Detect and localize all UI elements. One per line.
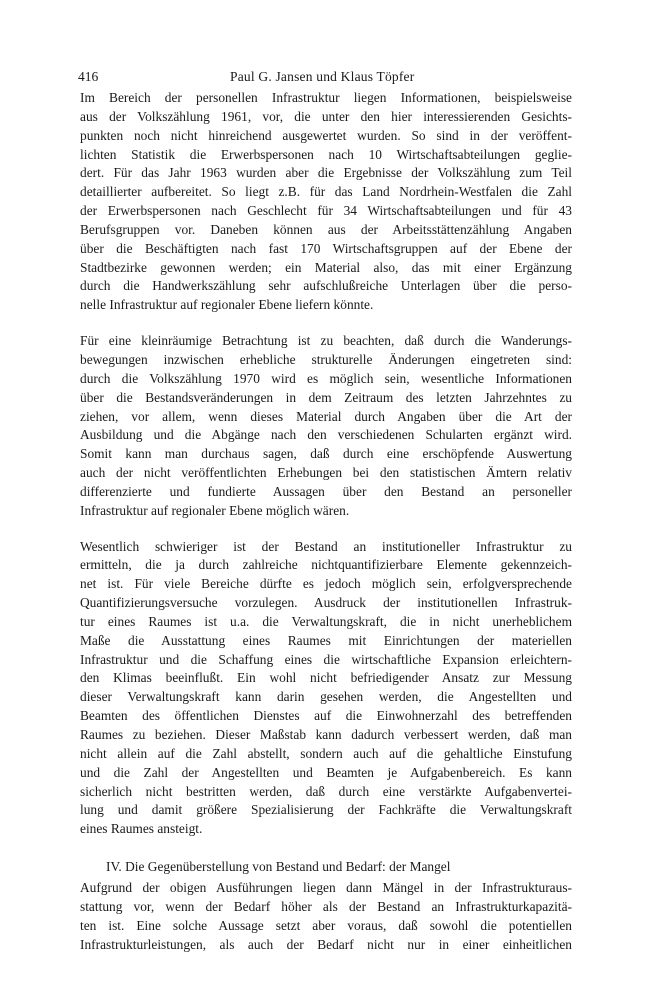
paragraph-personnel-infrastructure bbox=[80, 89, 572, 315]
text-line: Maße die Ausstattung eines Raumes mit Einrichtungen der materiellen bbox=[80, 632, 572, 648]
text-line: nelle Infrastruktur auf regionaler Ebene liefern könnte. bbox=[80, 297, 374, 313]
text-line: ermitteln, die ja durch zahlreiche nichtquantifizierbare Elemente gekennzeich- bbox=[80, 557, 572, 573]
text-line: Aufgrund der obigen Ausführungen liegen dann Mängel in der Infrastrukturaus- bbox=[80, 880, 572, 896]
text-line: Somit kann man durchaus sagen, daß durch eine erschöpfende Auswertung bbox=[80, 446, 572, 462]
text-line: Infrastruktur auf regionaler Ebene möglich wären. bbox=[80, 502, 350, 518]
text-line: Wesentlich schwieriger ist der Bestand an institutioneller Infrastruktur zu bbox=[80, 538, 572, 554]
running-title: Paul G. Jansen und Klaus Töpfer bbox=[230, 69, 415, 84]
paragraph-shortage-definition bbox=[80, 879, 572, 954]
paragraph-small-area-analysis bbox=[80, 332, 572, 520]
text-line: lung und damit größere Spezialisierung der Fachkräfte die Verwaltungskraft bbox=[80, 802, 572, 818]
text-line: tur eines Raumes ist u.a. die Verwaltungskraft, die in nicht unerheblichem bbox=[80, 613, 572, 629]
text-line: Raumes zu beziehen. Dieser Maßstab kann dadurch verbessert werden, daß man bbox=[80, 727, 572, 742]
text-line: eines Raumes ansteigt. bbox=[80, 821, 203, 837]
text-line: Stadtbezirke gewonnen werden; ein Material also, das mit einer Ergänzung bbox=[80, 259, 572, 275]
text-line: und die Zahl der Angestellten und Beamten je Aufgabenbereich. Es kann bbox=[80, 764, 572, 780]
text-line: Beamten des öffentlichen Dienstes auf die Einwohnerzahl des betreffenden bbox=[80, 708, 572, 724]
text-line: über die Beschäftigten nach fast 170 Wirtschaftsgruppen auf der Ebene der bbox=[80, 240, 572, 256]
text-line: Berufsgruppen vor. Daneben können aus der Arbeitsstättenzählung Angaben bbox=[80, 221, 572, 237]
text-line: ten ist. Eine solche Aussage setzt aber voraus, daß sowohl die potentiellen bbox=[80, 917, 572, 933]
text-line: bewegungen inzwischen erhebliche strukturelle Änderungen eingetreten sind: bbox=[80, 351, 572, 367]
page-number: 416 bbox=[78, 69, 99, 84]
text-line: Für eine kleinräumige Betrachtung ist zu beachten, daß durch die Wanderungs- bbox=[80, 333, 572, 349]
text-line: detaillierter aufbereitet. So liegt z.B. für das Land Nordrhein-Westfalen die Zahl bbox=[80, 184, 572, 200]
paragraph-institutional-infrastructure bbox=[80, 538, 572, 840]
text-line: auch der nicht veröffentlichten Erhebungen bei den statistischen Ämtern relativ bbox=[80, 465, 572, 481]
text-line: Im Bereich der personellen Infrastruktur liegen Informationen, beispielsweise bbox=[80, 90, 572, 105]
text-line: differenzierte und fundierte Aussagen über den Bestand an personeller bbox=[80, 483, 572, 499]
text-line: punkten noch nicht hinreichend ausgewertet wurden. So sind in der veröffent- bbox=[80, 127, 572, 143]
book-page bbox=[80, 66, 572, 954]
text-line: Infrastrukturleistungen, als auch der Bedarf nicht nur in einer einheitlichen bbox=[80, 936, 572, 952]
text-line: durch die Volkszählung 1970 wird es möglich sein, wesentliche Informationen bbox=[80, 370, 572, 386]
text-line: Quantifizierungsversuche vorzulegen. Ausdruck der institutionellen Infrastruk- bbox=[80, 595, 572, 611]
text-line: über die Bestandsveränderungen in dem Zeitraum des letzten Jahrzehntes zu bbox=[80, 389, 572, 405]
section-heading: IV. Die Gegenüberstellung von Bestand und Bedarf: der Mangel bbox=[106, 859, 451, 875]
text-line: sicherlich nicht bestritten werden, daß durch eine verstärkte Aufgabenvertei- bbox=[80, 783, 572, 799]
text-line: lichten Statistik die Erwerbspersonen nach 10 Wirtschaftsabteilungen geglie- bbox=[80, 146, 572, 162]
text-line: stattung vor, wenn der Bedarf höher als der Bestand an Infrastrukturkapazitä- bbox=[80, 898, 572, 914]
text-line: dieser Verwaltungskraft kann darin gesehen werden, die Angestellten und bbox=[80, 689, 572, 705]
text-line: durch die Handwerkszählung sehr aufschlußreiche Unterlagen über die perso- bbox=[80, 278, 572, 294]
text-line: ziehen, vor allem, wenn dieses Material durch Angaben über die Art der bbox=[80, 408, 572, 424]
text-line: dert. Für das Jahr 1963 wurden aber die Ergebnisse der Volkszählung zum Teil bbox=[80, 165, 572, 181]
text-line: den Klimas beeinflußt. Ein wohl nicht befriedigender Ansatz zur Messung bbox=[80, 670, 572, 686]
text-line: Ausbildung und die Abgänge nach den verschiedenen Schularten ergänzt wird. bbox=[80, 427, 572, 443]
text-line: nicht allein auf die Zahl abstellt, sondern auch auf die gehaltliche Einstufung bbox=[80, 745, 572, 761]
text-line: der Erwerbspersonen nach Geschlecht für 34 Wirtschaftsabteilungen und für 43 bbox=[80, 203, 572, 219]
text-line: aus der Volkszählung 1961, vor, die unter den hier interessierenden Gesichts- bbox=[80, 108, 572, 124]
running-header bbox=[80, 66, 572, 88]
text-line: net ist. Für viele Bereiche dürfte es jedoch möglich sein, erfolgversprechende bbox=[80, 576, 572, 592]
text-line: Infrastruktur und die Schaffung eines die wirtschaftliche Expansion erleichtern- bbox=[80, 651, 572, 667]
